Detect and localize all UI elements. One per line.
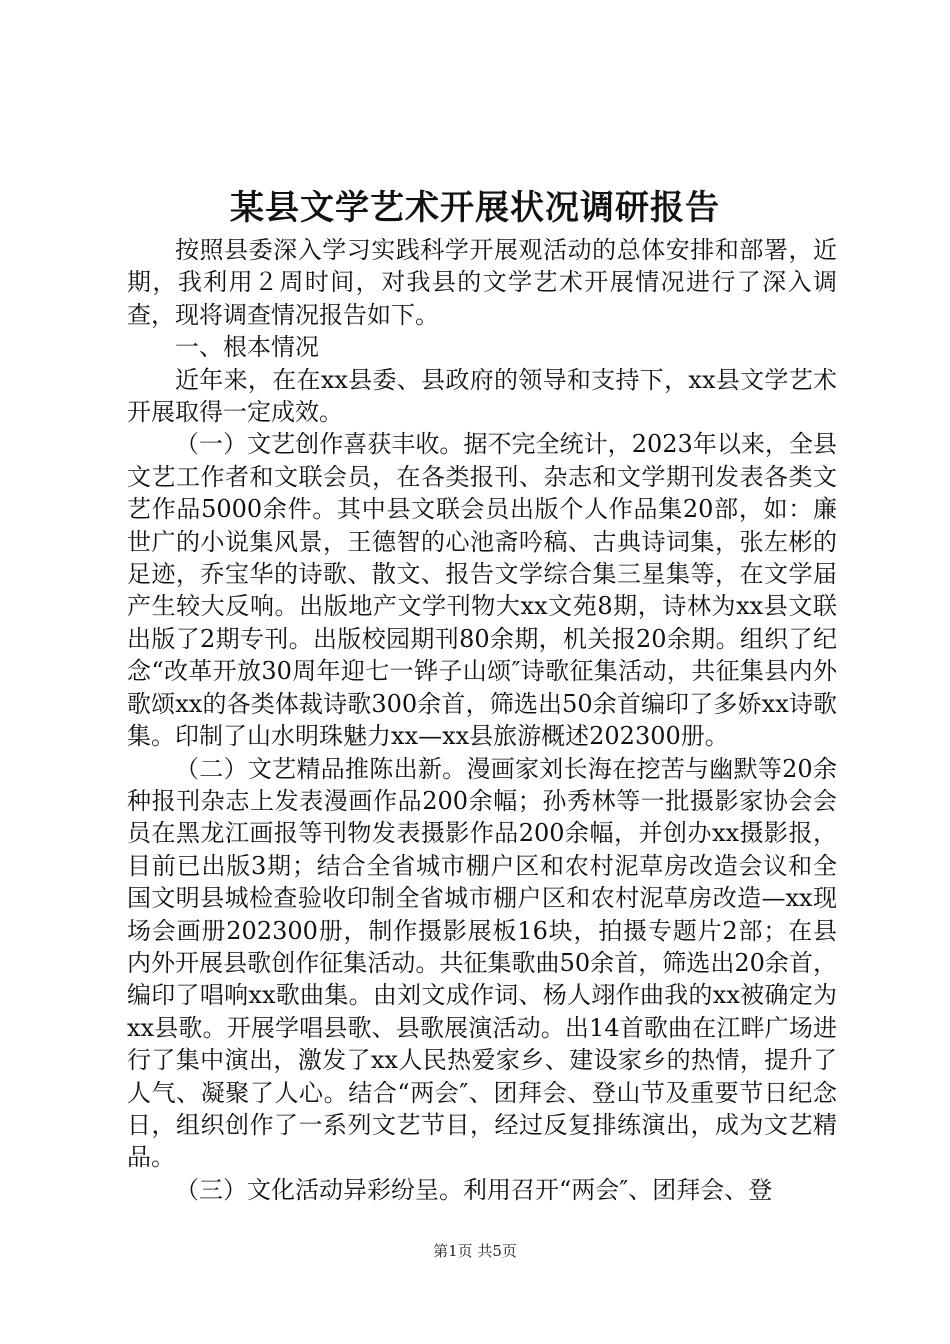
paragraph-intro: 按照县委深入学习实践科学开展观活动的总体安排和部署，近期，我利用２周时间，对我县的文学艺术开展情况进行了深入调查，现将调查情况报告如下。: [127, 236, 837, 329]
paragraph-overview: 近年来，在在xx县委、县政府的领导和支持下，xx县文学艺术开展取得一定成效。: [127, 365, 837, 427]
paragraph-art-works: （二）文艺精品推陈出新。漫画家刘长海在挖苦与幽默等20余种报刊杂志上发表漫画作品200余幅；孙秀林等一批摄影家协会会员在黑龙江画报等刊物发表摄影作品200余幅，并创办xx摄影报，目前已出版3期；结合全省城市棚户区和农村泥草房改造会议和全国文明县城检查验收印制全省城市棚户区和农村泥草房改造—xx现场会画册202300册，制作摄影展板16块，拍摄专题片2部；在县内外开展县歌创作征集活动。共征集歌曲50余首，筛选出20余首，编印了唱响xx歌曲集。由刘文成作词、杨人翊作曲我的xx被确定为xx县歌。开展学唱县歌、县歌展演活动。出14首歌曲在江畔广场进行了集中演出，激发了xx人民热爱家乡、建设家乡的热情，提升了人气、凝聚了人心。结合“两会″、团拜会、登山节及重要节日纪念日，组织创作了一系列文艺节目，经过反复排练演出，成为文艺精品。: [127, 754, 837, 1172]
paragraph-cultural-activities: （三）文化活动异彩纷呈。利用召开“两会″、团拜会、登: [175, 1175, 773, 1204]
document-title: 某县文学艺术开展状况调研报告: [230, 188, 720, 228]
page-footer: 第1页 共5页: [433, 1242, 517, 1260]
document-body: [127, 234, 837, 1206]
section-heading-basic-situation: 一、根本情况: [175, 333, 319, 362]
paragraph-literary-creation: （一）文艺创作喜获丰收。据不完全统计，2023年以来，全县文艺工作者和文联会员，在各类报刊、杂志和文学期刊发表各类文艺作品5000余件。其中县文联会员出版个人作品集20部，如：廉世广的小说集风景，王德智的心池斋吟稿、古典诗词集，张左彬的足迹，乔宝华的诗歌、散文、报告文学综合集三星集等，在文学届产生较大反响。出版地产文学刊物大xx文苑8期，诗林为xx县文联出版了2期专刊。出版校园期刊80余期，机关报20余期。组织了纪念“改革开放30周年迎七一铧子山颂″诗歌征集活动，共征集县内外歌颂xx的各类体裁诗歌300余首，筛选出50余首编印了多娇xx诗歌集。印制了山水明珠魅力xx—xx县旅游概述202300册。: [127, 430, 837, 751]
